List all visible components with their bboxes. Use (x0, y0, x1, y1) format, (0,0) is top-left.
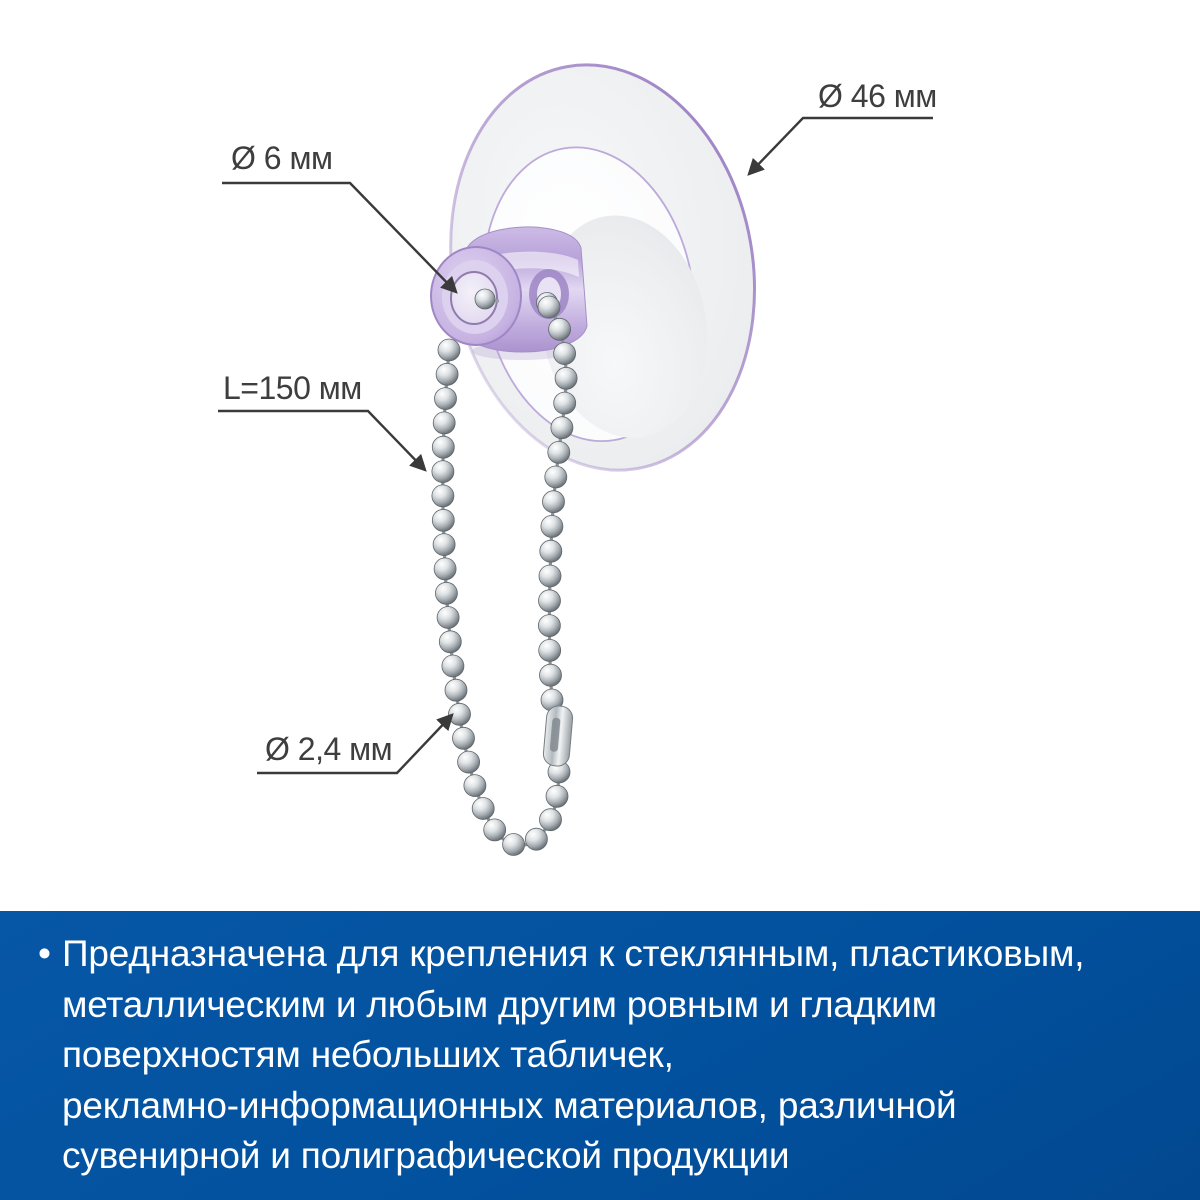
leader-cup-diameter (749, 118, 933, 174)
description-line-5: сувенирной и полиграфической продукции (62, 1135, 790, 1177)
bullet: • (38, 933, 51, 974)
label-ball-diameter: Ø 2,4 мм (265, 731, 393, 767)
label-hole-diameter: Ø 6 мм (231, 140, 333, 176)
leader-hole-diameter (222, 183, 456, 292)
label-cup-diameter: Ø 46 мм (818, 78, 937, 114)
description-line-2: металлическим и любым другим ровным и гладким (62, 983, 937, 1025)
description-line-4: рекламно-информационных материалов, различной (62, 1084, 957, 1126)
leader-chain-length (218, 411, 425, 470)
description-line-3: поверхностям небольших табличек, (62, 1034, 674, 1076)
chain-ball-in-hole (475, 289, 495, 309)
description-line-1: Предназначена для крепления к стеклянным, пластиковым, (62, 933, 1085, 974)
label-chain-length: L=150 мм (223, 370, 362, 406)
description-banner (0, 911, 1200, 1200)
chain-clasp (542, 705, 573, 767)
